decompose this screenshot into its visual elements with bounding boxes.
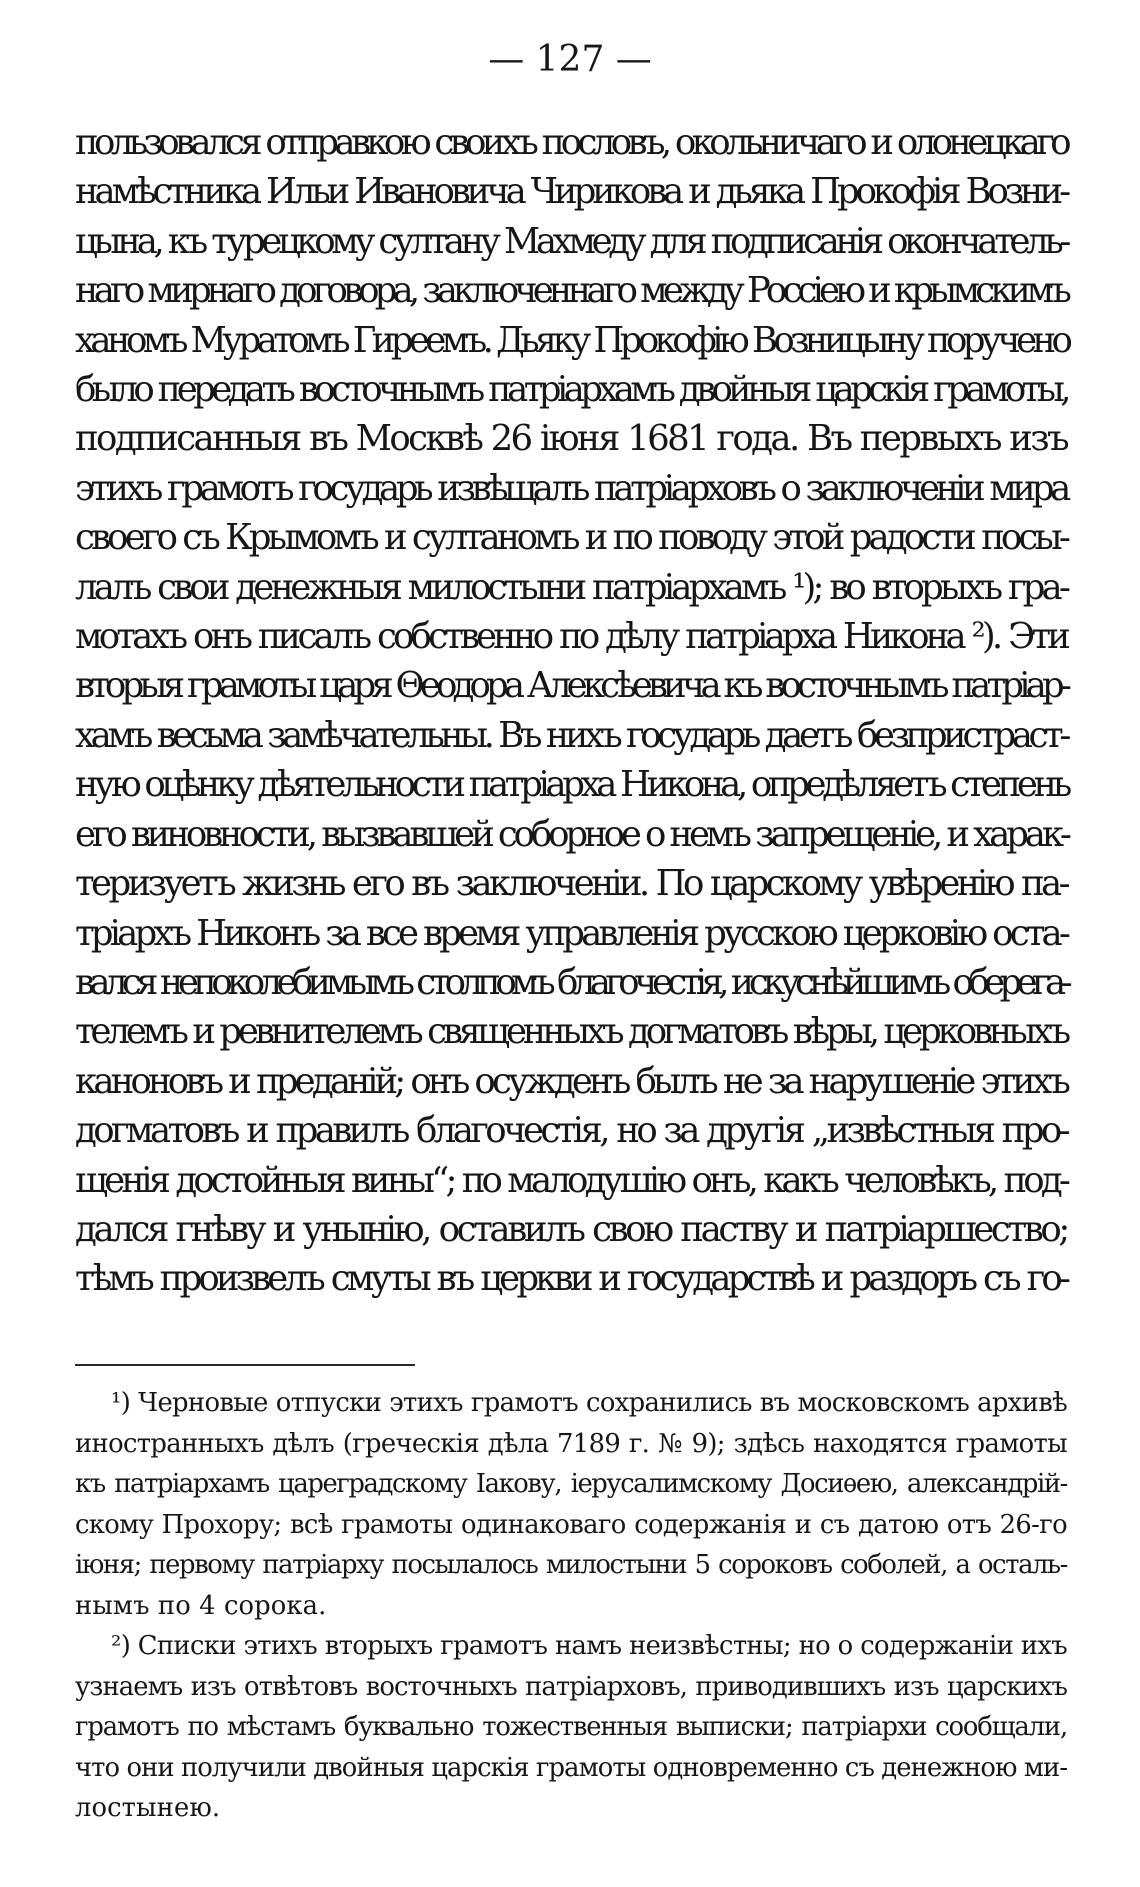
footnote-mark: ²) bbox=[111, 1631, 131, 1661]
footnote-line: нымъ по 4 сорока. bbox=[75, 1590, 327, 1621]
text-line: ханомъ Муратомъ Гиреемъ. Дьяку Прокофію Возницыну поручено bbox=[75, 319, 1069, 361]
text-line: его виновности, вызвавшей соборное о немъ запрещеніе, и харак- bbox=[75, 813, 1068, 855]
footnote-mark: ¹) bbox=[111, 1388, 131, 1418]
text-line: ную оцѣнку дѣятельности патріарха Никона, опредѣляетъ степень bbox=[75, 764, 1068, 806]
footnote-line: иностранныхъ дѣлъ (греческія дѣла 7189 г. № 9); здѣсь находятся грамоты bbox=[75, 1428, 1067, 1459]
text-line: вторыя грамоты царя Θеодора Алексѣевича къ восточнымъ патріар- bbox=[75, 665, 1067, 707]
text-line: своего съ Крымомъ и султаномъ и по поводу этой радости посы- bbox=[75, 517, 1067, 559]
text-line: этихъ грамотъ государь извѣщалъ патріарховъ о заключеніи мира bbox=[75, 467, 1067, 509]
footnote-line: ²) Списки этихъ вторыхъ грамотъ намъ неизвѣстны; но о содержаніи ихъ bbox=[111, 1631, 1067, 1661]
text-line: намѣстника Ильи Ивановича Чирикова и дьяка Прокофія Возни- bbox=[75, 171, 1067, 213]
footnote-line: грамотъ по мѣстамъ буквально тожественныя выписки; патріархи сообщали, bbox=[75, 1712, 1067, 1742]
footnote-line: іюня; первому патріарху посылалось милостыни 5 сороковъ соболей, а осталь- bbox=[75, 1550, 1067, 1580]
footnote-line: къ патріархамъ цареградскому Іакову, іерусалимскому Досиѳею, александрій- bbox=[75, 1469, 1067, 1499]
text-line: наго мирнаго договора, заключеннаго между Россіею и крымскимъ bbox=[75, 270, 1067, 312]
text-line: теризуетъ жизнь его въ заключеніи. По царскому увѣренію па- bbox=[75, 863, 1067, 905]
footnote-line: узнаемъ изъ отвѣтовъ восточныхъ патріарховъ, приводившихъ изъ царскихъ bbox=[75, 1671, 1067, 1702]
text-line: тріархъ Никонъ за все время управленія русскою церковію оста- bbox=[75, 912, 1067, 954]
text-line: было передать восточнымъ патріархамъ двойныя царскія грамоты, bbox=[75, 369, 1067, 411]
text-line: догматовъ и правилъ благочестія, но за другія „извѣстныя про- bbox=[75, 1110, 1067, 1152]
text-line: цына, къ турецкому султану Махмеду для подписанія окончатель- bbox=[75, 220, 1067, 262]
footnote-line: ¹) Черновые отпуски этихъ грамотъ сохранились въ московскомъ архивѣ bbox=[111, 1388, 1067, 1418]
text-line: мотахъ онъ писалъ собственно по дѣлу патріарха Никона ²). Эти bbox=[75, 616, 1067, 658]
text-line: лалъ свои денежныя милостыни патріархамъ ¹); во вторыхъ гра- bbox=[75, 566, 1067, 608]
footnote-2 bbox=[75, 1626, 1067, 1829]
text-line: каноновъ и преданій; онъ осужденъ былъ не за нарушеніе этихъ bbox=[75, 1060, 1067, 1102]
text-line: щенія достойныя вины“; по малодушію онъ, какъ человѣкъ, под- bbox=[75, 1159, 1067, 1201]
text-line: телемъ и ревнителемъ священныхъ догматовъ вѣры, церковныхъ bbox=[75, 1011, 1067, 1053]
main-text bbox=[75, 118, 1067, 1304]
text-line: вался непоколебимымъ столпомъ благочестія, искуснѣйшимъ оберега- bbox=[75, 961, 1067, 1003]
footnote-separator bbox=[75, 1364, 415, 1366]
footnote-line: лостынею. bbox=[75, 1793, 221, 1823]
text-line: тѣмъ произвелъ смуты въ церкви и государствѣ и раздоръ съ го- bbox=[75, 1258, 1067, 1300]
footnote-line: что они получили двойныя царскія грамоты одновременно съ денежною ми- bbox=[75, 1752, 1068, 1783]
footnote-line: скому Прохору; всѣ грамоты одинаковаго содержанія и съ датою отъ 26-го bbox=[75, 1509, 1067, 1540]
text-line: хамъ весьма замѣчательны. Въ нихъ государь даетъ безпристраст- bbox=[75, 714, 1067, 756]
text-line: дался гнѣву и унынію, оставилъ свою паству и патріаршество; bbox=[75, 1208, 1067, 1250]
footnote-1 bbox=[75, 1383, 1067, 1626]
text-line: подписанныя въ Москвѣ 26 іюня 1681 года. Въ первыхъ изъ bbox=[75, 418, 1067, 460]
text-line: пользовался отправкою своихъ пословъ, окольничаго и олонецкаго bbox=[75, 122, 1067, 163]
footnotes bbox=[75, 1383, 1067, 1829]
page-number: — 127 — bbox=[488, 39, 652, 80]
